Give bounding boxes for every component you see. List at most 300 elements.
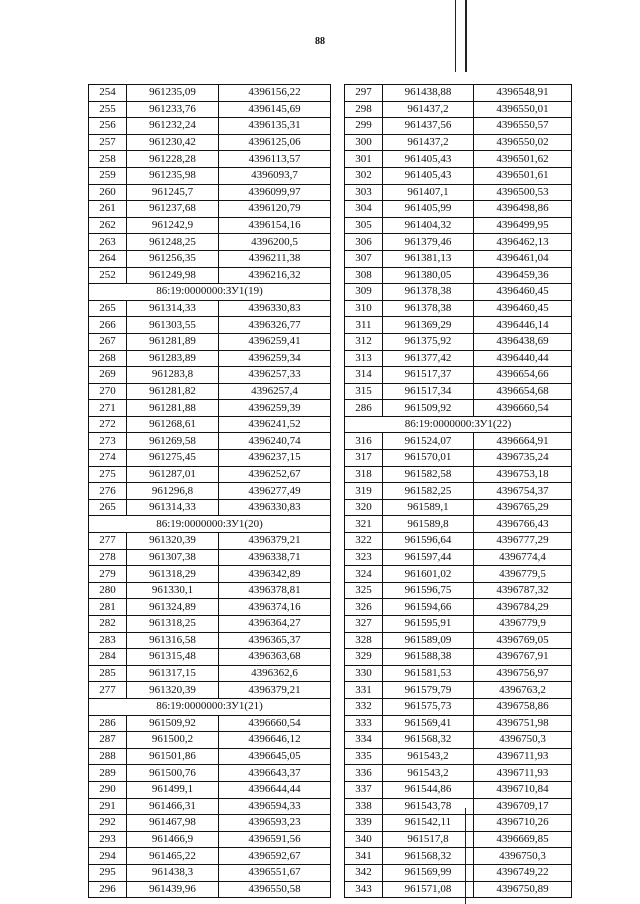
point-number: 257 [89,134,127,151]
point-number: 302 [345,167,383,184]
coord-y: 4396550,01 [474,101,572,118]
coordinate-row [345,317,572,334]
page-number: 88 [315,36,325,47]
coord-x: 961232,24 [127,118,219,135]
coord-x: 961287,01 [127,466,219,483]
point-number: 268 [89,350,127,367]
coordinate-row [345,665,572,682]
coord-x: 961544,86 [383,781,474,798]
point-number: 296 [89,881,127,898]
point-number: 282 [89,616,127,633]
coord-y: 4396113,57 [219,151,331,168]
coord-x: 961581,53 [383,665,474,682]
coord-x: 961437,56 [383,118,474,135]
point-number: 295 [89,864,127,881]
point-number: 279 [89,566,127,583]
point-number: 293 [89,831,127,848]
parcel-section-row [89,284,331,301]
coordinate-row [89,300,331,317]
point-number: 322 [345,533,383,550]
point-number: 337 [345,781,383,798]
coord-x: 961407,1 [383,184,474,201]
coord-y: 4396756,97 [474,665,572,682]
coordinate-row [89,333,331,350]
coordinate-row [89,101,331,118]
coordinate-row [345,151,572,168]
coordinate-row [345,499,572,516]
coord-y: 4396440,44 [474,350,572,367]
coord-y: 4396364,27 [219,616,331,633]
coord-x: 961242,9 [127,217,219,234]
coord-y: 4396774,4 [474,549,572,566]
coordinate-row [89,533,331,550]
coord-x: 961594,66 [383,599,474,616]
coordinate-row [89,599,331,616]
coord-x: 961296,8 [127,483,219,500]
point-number: 310 [345,300,383,317]
point-number: 255 [89,101,127,118]
point-number: 312 [345,333,383,350]
coord-y: 4396365,37 [219,632,331,649]
coord-x: 961405,43 [383,151,474,168]
point-number: 324 [345,566,383,583]
coord-x: 961405,43 [383,167,474,184]
coord-y: 4396754,37 [474,483,572,500]
coord-y: 4396654,68 [474,383,572,400]
coord-x: 961543,2 [383,765,474,782]
point-number: 284 [89,649,127,666]
coord-x: 961579,79 [383,682,474,699]
coordinate-row [89,682,331,699]
coordinate-row [89,848,331,865]
coordinate-row [345,383,572,400]
coord-y: 4396750,3 [474,732,572,749]
coord-y: 4396779,9 [474,616,572,633]
coord-x: 961317,15 [127,665,219,682]
coord-y: 4396252,67 [219,466,331,483]
coordinate-row [345,284,572,301]
coord-x: 961314,33 [127,300,219,317]
coord-y: 4396257,33 [219,367,331,384]
coord-x: 961303,55 [127,317,219,334]
coordinate-row [345,881,572,898]
point-number: 319 [345,483,383,500]
coord-x: 961517,34 [383,383,474,400]
coord-y: 4396501,62 [474,151,572,168]
coord-x: 961500,2 [127,732,219,749]
coordinate-row [345,533,572,550]
point-number: 264 [89,250,127,267]
point-number: 328 [345,632,383,649]
coord-x: 961315,48 [127,649,219,666]
coord-x: 961380,05 [383,267,474,284]
coord-x: 961595,91 [383,616,474,633]
coord-x: 961404,32 [383,217,474,234]
point-number: 297 [345,85,383,102]
coordinate-row [89,649,331,666]
coord-y: 4396710,84 [474,781,572,798]
coordinate-row [89,781,331,798]
coord-y: 4396379,21 [219,533,331,550]
point-number: 270 [89,383,127,400]
coord-x: 961438,88 [383,85,474,102]
point-number: 252 [89,267,127,284]
coord-y: 4396120,79 [219,201,331,218]
coord-y: 4396342,89 [219,566,331,583]
coord-x: 961233,76 [127,101,219,118]
point-number: 294 [89,848,127,865]
point-number: 265 [89,499,127,516]
coord-x: 961248,25 [127,234,219,251]
coord-y: 4396125,06 [219,134,331,151]
point-number: 304 [345,201,383,218]
coord-y: 4396769,05 [474,632,572,649]
coordinate-row [345,649,572,666]
point-number: 321 [345,516,383,533]
coordinate-row [345,267,572,284]
coord-y: 4396643,37 [219,765,331,782]
coord-y: 4396765,29 [474,499,572,516]
point-number: 283 [89,632,127,649]
coordinate-row [89,217,331,234]
coordinate-row [345,599,572,616]
point-number: 305 [345,217,383,234]
coord-x: 961589,09 [383,632,474,649]
coord-y: 4396753,18 [474,466,572,483]
coord-x: 961465,22 [127,848,219,865]
coord-x: 961517,37 [383,367,474,384]
coordinate-row [345,798,572,815]
point-number: 271 [89,400,127,417]
coordinate-row [345,483,572,500]
coord-x: 961318,25 [127,616,219,633]
coord-y: 4396501,61 [474,167,572,184]
coord-y: 4396259,39 [219,400,331,417]
coordinate-row [345,201,572,218]
coord-x: 961281,89 [127,333,219,350]
coord-x: 961330,1 [127,582,219,599]
coordinate-row [89,765,331,782]
coord-y: 4396326,77 [219,317,331,334]
coord-x: 961466,31 [127,798,219,815]
point-number: 317 [345,450,383,467]
coord-x: 961582,58 [383,466,474,483]
point-number: 275 [89,466,127,483]
coord-x: 961256,35 [127,250,219,267]
coord-x: 961569,41 [383,715,474,732]
point-number: 289 [89,765,127,782]
coord-y: 4396379,21 [219,682,331,699]
point-number: 330 [345,665,383,682]
coord-x: 961524,07 [383,433,474,450]
coord-y: 4396438,69 [474,333,572,350]
coord-y: 4396550,02 [474,134,572,151]
coordinate-row [89,167,331,184]
coord-y: 4396644,44 [219,781,331,798]
coord-y: 4396135,31 [219,118,331,135]
point-number: 332 [345,698,383,715]
coord-x: 961499,1 [127,781,219,798]
coordinate-row [89,732,331,749]
coordinate-row [345,217,572,234]
point-number: 277 [89,682,127,699]
coord-x: 961568,32 [383,732,474,749]
coordinate-row [89,85,331,102]
coord-y: 4396758,86 [474,698,572,715]
coordinate-row [345,134,572,151]
coord-y: 4396498,86 [474,201,572,218]
coordinate-row [345,167,572,184]
coord-y: 4396551,67 [219,864,331,881]
parcel-id: 86:19:0000000:ЗУ1(19) [89,284,331,301]
coord-x: 961369,29 [383,317,474,334]
coordinate-row [345,466,572,483]
point-number: 258 [89,151,127,168]
coord-x: 961439,96 [127,881,219,898]
parcel-section-row [89,698,331,715]
point-number: 278 [89,549,127,566]
coordinate-row [345,184,572,201]
point-number: 262 [89,217,127,234]
coordinate-row [345,582,572,599]
coord-y: 4396200,5 [219,234,331,251]
coordinate-row [89,201,331,218]
coord-y: 4396751,98 [474,715,572,732]
coordinate-row [345,864,572,881]
coordinate-row [345,367,572,384]
coord-y: 4396460,45 [474,300,572,317]
coordinate-row [345,250,572,267]
point-number: 256 [89,118,127,135]
parcel-id: 86:19:0000000:ЗУ1(21) [89,698,331,715]
coord-x: 961316,58 [127,632,219,649]
coord-y: 4396646,12 [219,732,331,749]
coord-x: 961543,2 [383,748,474,765]
coordinate-row [345,516,572,533]
coord-x: 961569,99 [383,864,474,881]
coord-y: 4396749,22 [474,864,572,881]
coord-y: 4396763,2 [474,682,572,699]
coord-y: 4396591,56 [219,831,331,848]
coord-x: 961320,39 [127,533,219,550]
point-number: 299 [345,118,383,135]
point-number: 281 [89,599,127,616]
point-number: 276 [89,483,127,500]
coord-x: 961509,92 [383,400,474,417]
coord-x: 961582,25 [383,483,474,500]
coord-x: 961466,9 [127,831,219,848]
coordinate-row [345,85,572,102]
point-number: 339 [345,815,383,832]
coord-y: 4396594,33 [219,798,331,815]
point-number: 265 [89,300,127,317]
coordinate-row [89,483,331,500]
point-number: 272 [89,416,127,433]
coordinate-row [89,566,331,583]
coord-y: 4396099,97 [219,184,331,201]
coord-x: 961596,64 [383,533,474,550]
coordinate-row [345,848,572,865]
coord-x: 961320,39 [127,682,219,699]
point-number: 315 [345,383,383,400]
coordinate-row [345,300,572,317]
coord-y: 4396711,93 [474,765,572,782]
coordinate-row [345,815,572,832]
coord-y: 4396550,57 [474,118,572,135]
coord-y: 4396446,14 [474,317,572,334]
coord-x: 961378,38 [383,284,474,301]
coordinate-row [89,815,331,832]
point-number: 261 [89,201,127,218]
coord-y: 4396767,91 [474,649,572,666]
coordinate-row [89,267,331,284]
coordinate-row [345,433,572,450]
coordinate-row [345,118,572,135]
coordinate-row [89,881,331,898]
coord-x: 961324,89 [127,599,219,616]
coordinate-row [89,798,331,815]
coordinate-row [89,665,331,682]
coord-x: 961281,82 [127,383,219,400]
coordinate-row [345,549,572,566]
coordinate-row [345,765,572,782]
coord-y: 4396660,54 [474,400,572,417]
coordinate-row [345,616,572,633]
coord-x: 961588,38 [383,649,474,666]
point-number: 259 [89,167,127,184]
coordinate-row [345,748,572,765]
coord-y: 4396664,91 [474,433,572,450]
point-number: 320 [345,499,383,516]
coord-x: 961517,8 [383,831,474,848]
coord-y: 4396779,5 [474,566,572,583]
coord-y: 4396593,23 [219,815,331,832]
coord-y: 4396462,13 [474,234,572,251]
point-number: 311 [345,317,383,334]
coordinate-row [89,582,331,599]
coord-y: 4396259,34 [219,350,331,367]
coord-y: 4396259,41 [219,333,331,350]
coordinate-row [345,400,572,417]
coord-x: 961381,13 [383,250,474,267]
coord-y: 4396499,95 [474,217,572,234]
coord-x: 961379,46 [383,234,474,251]
coordinate-row [89,151,331,168]
coord-y: 4396154,16 [219,217,331,234]
point-number: 292 [89,815,127,832]
coordinate-row [89,400,331,417]
coordinate-row [89,748,331,765]
point-number: 314 [345,367,383,384]
coord-x: 961235,09 [127,85,219,102]
coord-y: 4396363,68 [219,649,331,666]
point-number: 285 [89,665,127,682]
coord-x: 961281,88 [127,400,219,417]
point-number: 254 [89,85,127,102]
point-number: 269 [89,367,127,384]
coord-y: 4396338,71 [219,549,331,566]
point-number: 277 [89,533,127,550]
coord-x: 961275,45 [127,450,219,467]
parcel-section-row [89,516,331,533]
coord-y: 4396710,26 [474,815,572,832]
coord-y: 4396330,83 [219,300,331,317]
coordinate-row [89,416,331,433]
coord-x: 961269,58 [127,433,219,450]
point-number: 309 [345,284,383,301]
coord-y: 4396750,89 [474,881,572,898]
coord-x: 961543,78 [383,798,474,815]
coord-x: 961437,2 [383,134,474,151]
point-number: 274 [89,450,127,467]
coordinate-row [89,450,331,467]
point-number: 300 [345,134,383,151]
coordinate-row [89,499,331,516]
coord-y: 4396240,74 [219,433,331,450]
coord-y: 4396711,93 [474,748,572,765]
coord-y: 4396241,52 [219,416,331,433]
point-number: 303 [345,184,383,201]
coord-y: 4396660,54 [219,715,331,732]
coordinate-row [345,566,572,583]
coord-x: 961501,86 [127,748,219,765]
coord-x: 961378,38 [383,300,474,317]
point-number: 316 [345,433,383,450]
coord-y: 4396750,3 [474,848,572,865]
point-number: 329 [345,649,383,666]
coord-y: 4396735,24 [474,450,572,467]
coord-y: 4396645,05 [219,748,331,765]
coord-x: 961437,2 [383,101,474,118]
point-number: 323 [345,549,383,566]
point-number: 327 [345,616,383,633]
coordinate-row [89,831,331,848]
point-number: 280 [89,582,127,599]
coordinate-row [89,616,331,633]
coord-x: 961405,99 [383,201,474,218]
coordinate-row [89,864,331,881]
coordinate-row [345,450,572,467]
coord-x: 961542,11 [383,815,474,832]
coord-y: 4396709,17 [474,798,572,815]
point-number: 331 [345,682,383,699]
coord-y: 4396257,4 [219,383,331,400]
coord-x: 961568,32 [383,848,474,865]
coord-y: 4396787,32 [474,582,572,599]
coordinate-row [345,781,572,798]
coordinate-row [89,466,331,483]
coord-x: 961268,61 [127,416,219,433]
point-number: 333 [345,715,383,732]
point-number: 341 [345,848,383,865]
coordinate-row [345,350,572,367]
coord-y: 4396777,29 [474,533,572,550]
coord-x: 961509,92 [127,715,219,732]
point-number: 343 [345,881,383,898]
coord-y: 4396461,04 [474,250,572,267]
coordinate-row [345,333,572,350]
coord-y: 4396216,32 [219,267,331,284]
coordinate-row [345,698,572,715]
point-number: 266 [89,317,127,334]
coordinate-row [345,831,572,848]
point-number: 336 [345,765,383,782]
coordinate-row [89,134,331,151]
point-number: 291 [89,798,127,815]
coord-x: 961589,8 [383,516,474,533]
coord-y: 4396550,58 [219,881,331,898]
coordinate-row [345,682,572,699]
